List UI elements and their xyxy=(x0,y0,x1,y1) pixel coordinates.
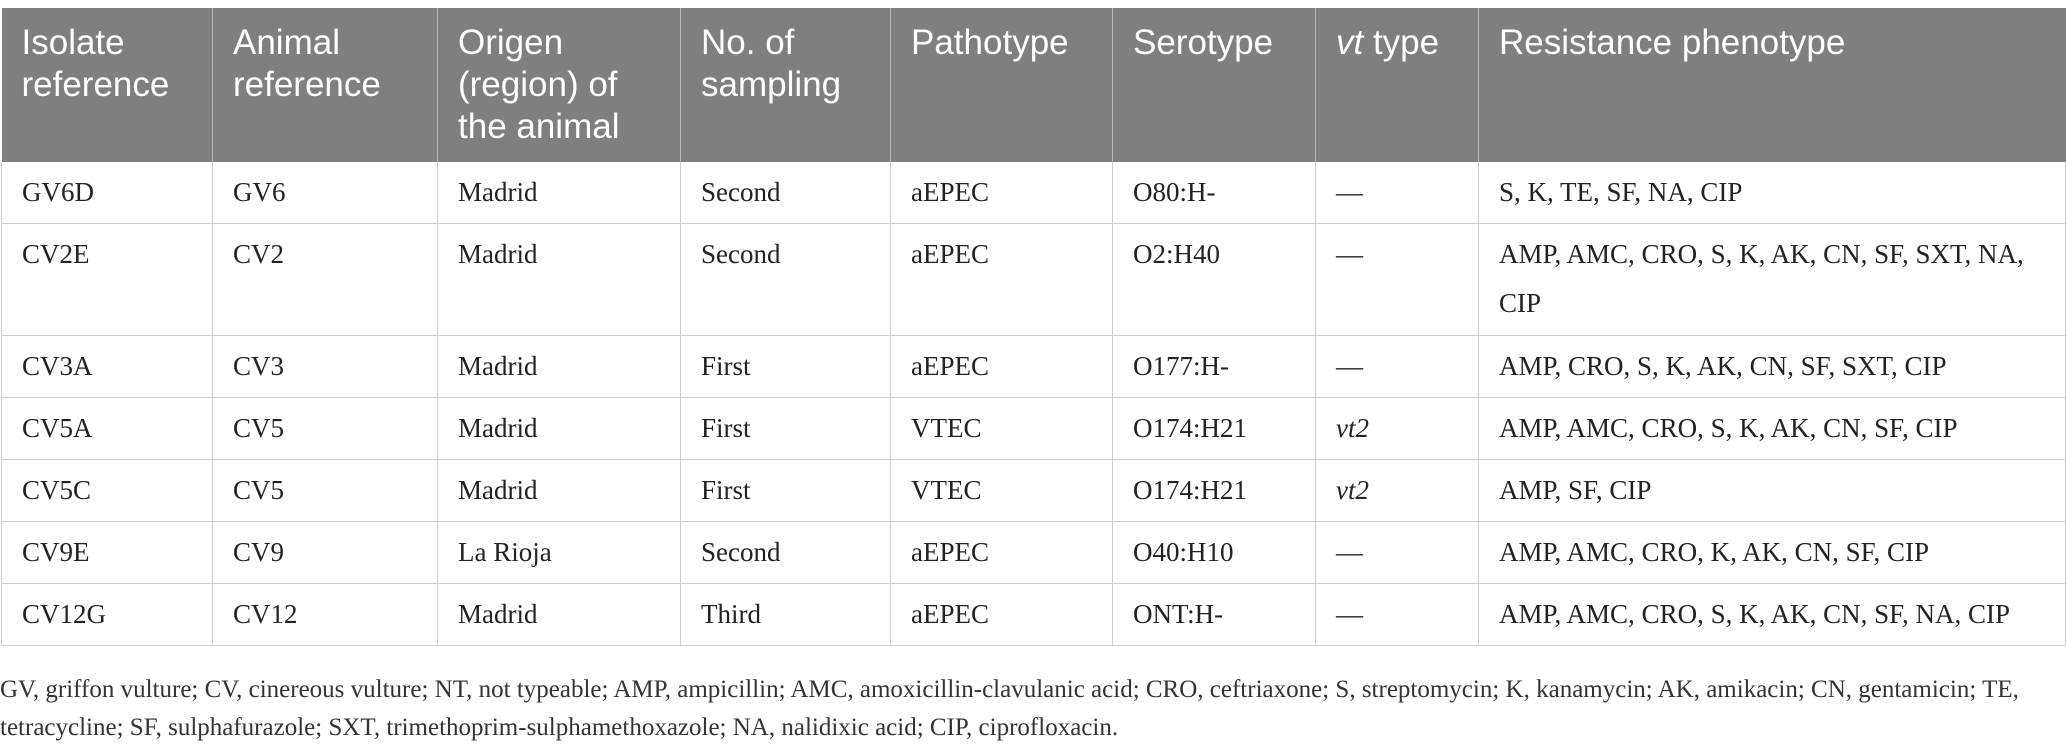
cell-resistance: AMP, AMC, CRO, S, K, AK, CN, SF, CIP xyxy=(1479,398,2066,460)
table-row xyxy=(2,224,2066,336)
cell-origen: Madrid xyxy=(438,460,681,522)
header-pathotype: Pathotype xyxy=(891,8,1113,162)
table-row xyxy=(2,584,2066,646)
cell-serotype: O80:H- xyxy=(1113,162,1316,224)
cell-resistance: AMP, CRO, S, K, AK, CN, SF, SXT, CIP xyxy=(1479,336,2066,398)
cell-resistance: AMP, AMC, CRO, K, AK, CN, SF, CIP xyxy=(1479,522,2066,584)
cell-pathotype: aEPEC xyxy=(891,584,1113,646)
header-no-of-sampling: No. of sampling xyxy=(681,8,891,162)
cell-isolate: CV3A xyxy=(2,336,213,398)
cell-animal: CV12 xyxy=(213,584,438,646)
cell-origen: Madrid xyxy=(438,162,681,224)
cell-isolate: CV2E xyxy=(2,224,213,336)
table-row xyxy=(2,460,2066,522)
isolates-table xyxy=(1,8,2066,646)
header-animal-reference: Animal reference xyxy=(213,8,438,162)
cell-origen: Madrid xyxy=(438,336,681,398)
cell-animal: CV5 xyxy=(213,460,438,522)
cell-origen: La Rioja xyxy=(438,522,681,584)
cell-animal: GV6 xyxy=(213,162,438,224)
cell-pathotype: aEPEC xyxy=(891,336,1113,398)
cell-sampling: Second xyxy=(681,522,891,584)
cell-pathotype: aEPEC xyxy=(891,162,1113,224)
cell-isolate: CV12G xyxy=(2,584,213,646)
header-row xyxy=(2,8,2066,162)
header-serotype: Serotype xyxy=(1113,8,1316,162)
header-origen: Origen (region) of the animal xyxy=(438,8,681,162)
cell-vt-type: — xyxy=(1316,336,1479,398)
cell-resistance: S, K, TE, SF, NA, CIP xyxy=(1479,162,2066,224)
cell-sampling: Third xyxy=(681,584,891,646)
cell-vt-type: vt2 xyxy=(1316,398,1479,460)
header-vt-type xyxy=(1316,8,1479,162)
table-row xyxy=(2,398,2066,460)
cell-serotype: ONT:H- xyxy=(1113,584,1316,646)
cell-serotype: O2:H40 xyxy=(1113,224,1316,336)
cell-isolate: GV6D xyxy=(2,162,213,224)
header-vt-rest: type xyxy=(1363,23,1440,62)
cell-isolate: CV5A xyxy=(2,398,213,460)
cell-animal: CV2 xyxy=(213,224,438,336)
cell-serotype: O40:H10 xyxy=(1113,522,1316,584)
cell-isolate: CV5C xyxy=(2,460,213,522)
table-row xyxy=(2,522,2066,584)
table-footnote: GV, griffon vulture; CV, cinereous vulture; NT, not typeable; AMP, ampicillin; AMC, amoxicillin-clavulanic acid; CRO, ceftriaxone; S, streptomycin; K, kanamycin; AK, amikacin; CN, gentamicin; TE, tetracycline; SF, sulphafurazole; SXT, trimethoprim-sulphamethoxazole; NA, nalidixic acid; CIP, ciprofloxacin. xyxy=(0,676,2019,741)
cell-resistance: AMP, SF, CIP xyxy=(1479,460,2066,522)
cell-pathotype: VTEC xyxy=(891,460,1113,522)
cell-resistance: AMP, AMC, CRO, S, K, AK, CN, SF, NA, CIP xyxy=(1479,584,2066,646)
cell-serotype: O174:H21 xyxy=(1113,460,1316,522)
cell-serotype: O177:H- xyxy=(1113,336,1316,398)
cell-animal: CV3 xyxy=(213,336,438,398)
cell-sampling: First xyxy=(681,460,891,522)
cell-animal: CV5 xyxy=(213,398,438,460)
cell-vt-type: — xyxy=(1316,522,1479,584)
table-row xyxy=(2,336,2066,398)
cell-isolate: CV9E xyxy=(2,522,213,584)
header-vt-italic: vt xyxy=(1336,23,1364,62)
header-isolate-reference: Isolate reference xyxy=(2,8,213,162)
cell-sampling: Second xyxy=(681,224,891,336)
cell-origen: Madrid xyxy=(438,584,681,646)
cell-resistance: AMP, AMC, CRO, S, K, AK, CN, SF, SXT, NA, CIP xyxy=(1479,224,2066,336)
cell-origen: Madrid xyxy=(438,398,681,460)
cell-pathotype: VTEC xyxy=(891,398,1113,460)
table-container xyxy=(0,8,2067,646)
cell-sampling: First xyxy=(681,398,891,460)
table-row xyxy=(2,162,2066,224)
cell-vt-type: — xyxy=(1316,224,1479,336)
cell-sampling: First xyxy=(681,336,891,398)
cell-origen: Madrid xyxy=(438,224,681,336)
cell-animal: CV9 xyxy=(213,522,438,584)
cell-serotype: O174:H21 xyxy=(1113,398,1316,460)
cell-pathotype: aEPEC xyxy=(891,522,1113,584)
cell-sampling: Second xyxy=(681,162,891,224)
cell-vt-type: — xyxy=(1316,584,1479,646)
cell-vt-type: — xyxy=(1316,162,1479,224)
cell-pathotype: aEPEC xyxy=(891,224,1113,336)
cell-vt-type: vt2 xyxy=(1316,460,1479,522)
header-resistance-phenotype: Resistance phenotype xyxy=(1479,8,2066,162)
